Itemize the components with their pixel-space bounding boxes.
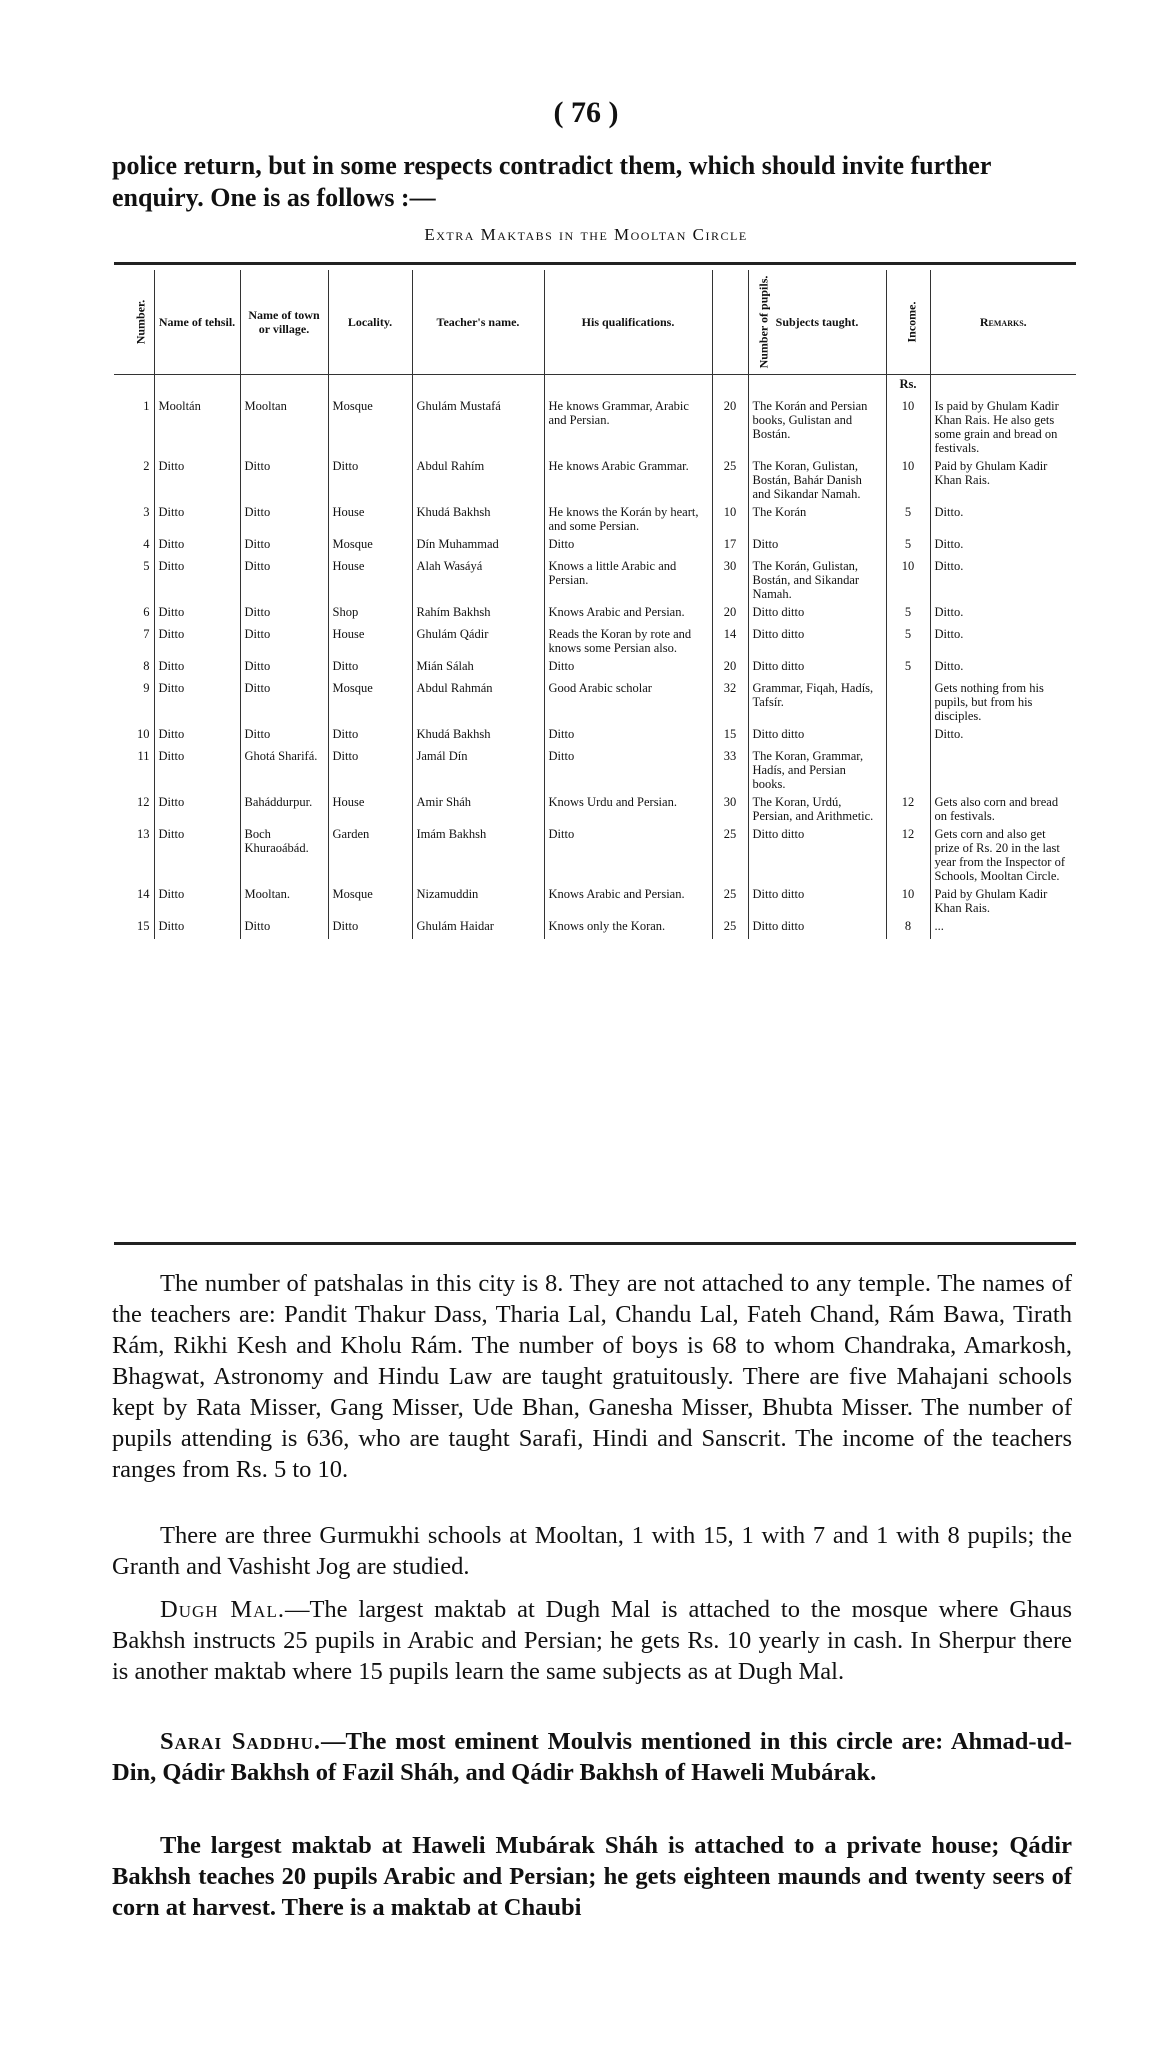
cell-income: 5 xyxy=(886,503,930,535)
col-header-subjects: Subjects taught. xyxy=(748,270,886,375)
cell-qualifications: He knows Arabic Grammar. xyxy=(544,457,712,503)
cell-teacher: Abdul Rahím xyxy=(412,457,544,503)
cell-qualifications: Knows Arabic and Persian. xyxy=(544,885,712,917)
cell-income xyxy=(886,747,930,793)
col-header-remarks: Remarks. xyxy=(930,270,1076,375)
cell-teacher: Nizamuddin xyxy=(412,885,544,917)
cell-locality: Ditto xyxy=(328,747,412,793)
cell-locality: Mosque xyxy=(328,679,412,725)
table-row xyxy=(114,679,1076,725)
cell-income: 5 xyxy=(886,625,930,657)
cell-town: Ditto xyxy=(240,557,328,603)
cell-subjects: Ditto ditto xyxy=(748,917,886,939)
cell-tehsil: Ditto xyxy=(154,603,240,625)
cell-pupils: 25 xyxy=(712,917,748,939)
table-row xyxy=(114,885,1076,917)
table-row xyxy=(114,747,1076,793)
cell-tehsil: Ditto xyxy=(154,679,240,725)
section-lead: Dugh Mal. xyxy=(160,1596,285,1623)
cell-number: 5 xyxy=(143,559,150,573)
cell-pupils: 15 xyxy=(712,725,748,747)
cell-teacher: Abdul Rahmán xyxy=(412,679,544,725)
cell-remarks: ... xyxy=(930,917,1076,939)
cell-town: Baháddurpur. xyxy=(240,793,328,825)
cell-pupils: 33 xyxy=(712,747,748,793)
cell-income: 10 xyxy=(886,457,930,503)
col-header-locality: Locality. xyxy=(328,270,412,375)
cell-locality: Mosque xyxy=(328,885,412,917)
cell-subjects: Ditto ditto xyxy=(748,725,886,747)
table-row xyxy=(114,503,1076,535)
cell-locality: House xyxy=(328,557,412,603)
cell-remarks: Ditto. xyxy=(930,625,1076,657)
cell-pupils: 32 xyxy=(712,679,748,725)
cell-remarks: Gets also corn and bread on festivals. xyxy=(930,793,1076,825)
cell-income: 10 xyxy=(886,885,930,917)
cell-subjects: The Koran, Grammar, Hadís, and Persian books. xyxy=(748,747,886,793)
cell-income: 12 xyxy=(886,825,930,885)
cell-town: Mooltan. xyxy=(240,885,328,917)
cell-town: Ditto xyxy=(240,603,328,625)
cell-number: 10 xyxy=(137,727,150,741)
cell-teacher: Ghulám Qádir xyxy=(412,625,544,657)
cell-locality: Ditto xyxy=(328,657,412,679)
cell-number: 2 xyxy=(143,459,150,473)
cell-pupils: 25 xyxy=(712,825,748,885)
cell-income: 10 xyxy=(886,397,930,457)
cell-remarks: Ditto. xyxy=(930,503,1076,535)
cell-remarks: Paid by Ghulam Kadir Khan Rais. xyxy=(930,885,1076,917)
cell-teacher: Mián Sálah xyxy=(412,657,544,679)
cell-locality: Ditto xyxy=(328,457,412,503)
cell-number: 14 xyxy=(137,887,150,901)
cell-pupils: 17 xyxy=(712,535,748,557)
cell-town: Ditto xyxy=(240,503,328,535)
cell-teacher: Khudá Bakhsh xyxy=(412,725,544,747)
cell-remarks: Ditto. xyxy=(930,657,1076,679)
cell-number: 13 xyxy=(137,827,150,841)
cell-qualifications: Ditto xyxy=(544,657,712,679)
cell-qualifications: Reads the Koran by rote and knows some Persian also. xyxy=(544,625,712,657)
cell-teacher: Dín Muhammad xyxy=(412,535,544,557)
cell-number: 7 xyxy=(143,627,150,641)
cell-subjects: Ditto ditto xyxy=(748,625,886,657)
cell-qualifications: Knows a little Arabic and Persian. xyxy=(544,557,712,603)
table-title: Extra Maktabs in the Mooltan Circle xyxy=(424,225,748,244)
col-header-teacher: Teacher's name. xyxy=(412,270,544,375)
table-row xyxy=(114,397,1076,457)
cell-pupils: 25 xyxy=(712,885,748,917)
cell-tehsil: Ditto xyxy=(154,557,240,603)
paragraph-haweli-mubarak: The largest maktab at Haweli Mubárak Sháh is attached to a private house; Qádir Bakhsh teaches 20 pupils Arabic and Persian; he gets eighteen maunds and twenty seers of corn at harvest. There is a maktab at Chaubi xyxy=(112,1832,1072,1921)
cell-remarks: Gets nothing from his pupils, but from his disciples. xyxy=(930,679,1076,725)
cell-teacher: Imám Bakhsh xyxy=(412,825,544,885)
cell-number: 15 xyxy=(137,919,150,933)
cell-town: Ditto xyxy=(240,917,328,939)
cell-town: Ditto xyxy=(240,535,328,557)
cell-pupils: 20 xyxy=(712,657,748,679)
cell-income: 8 xyxy=(886,917,930,939)
cell-subjects: Ditto ditto xyxy=(748,825,886,885)
cell-remarks: Gets corn and also get prize of Rs. 20 in the last year from the Inspector of Schools, Mooltan Circle. xyxy=(930,825,1076,885)
cell-tehsil: Ditto xyxy=(154,725,240,747)
cell-locality: House xyxy=(328,625,412,657)
cell-number: 1 xyxy=(143,399,150,413)
col-header-town: Name of town or village. xyxy=(240,270,328,375)
cell-tehsil: Ditto xyxy=(154,825,240,885)
cell-income: 5 xyxy=(886,535,930,557)
cell-number: 12 xyxy=(137,795,150,809)
cell-locality: Mosque xyxy=(328,397,412,457)
table-row xyxy=(114,603,1076,625)
cell-pupils: 10 xyxy=(712,503,748,535)
cell-qualifications: Knows Arabic and Persian. xyxy=(544,603,712,625)
cell-qualifications: Ditto xyxy=(544,747,712,793)
cell-income: 12 xyxy=(886,793,930,825)
cell-number: 8 xyxy=(143,659,150,673)
table-header-row xyxy=(114,270,1076,375)
cell-locality: Ditto xyxy=(328,917,412,939)
cell-teacher: Amir Sháh xyxy=(412,793,544,825)
cell-town: Boch Khuraoábád. xyxy=(240,825,328,885)
col-header-pupils: Number of pupils. xyxy=(712,270,748,375)
cell-town: Mooltan xyxy=(240,397,328,457)
cell-subjects: Ditto ditto xyxy=(748,603,886,625)
cell-teacher: Ghulám Haidar xyxy=(412,917,544,939)
intro-text: police return, but in some respects contradict them, which should invite further enquiry. One is as follows :— xyxy=(112,151,991,212)
cell-number: 9 xyxy=(143,681,150,695)
cell-teacher: Jamál Dín xyxy=(412,747,544,793)
cell-qualifications: He knows the Korán by heart, and some Persian. xyxy=(544,503,712,535)
table-row xyxy=(114,725,1076,747)
cell-remarks xyxy=(930,747,1076,793)
col-header-tehsil: Name of tehsil. xyxy=(154,270,240,375)
cell-tehsil: Ditto xyxy=(154,885,240,917)
cell-town: Ditto xyxy=(240,657,328,679)
paragraph-patshalas: The number of patshalas in this city is 8. They are not attached to any temple. The names of the teachers are: Pandit Thakur Dass, Tharia Lal, Chandu Lal, Fateh Chand, Rám Bawa, Tirath Rám, Rikhi Kesh and Kholu Rám. The number of boys is 68 to whom Chandraka, Amarkosh, Bhagwat, Astronomy and Hindu Law are taught gratuitously. There are five Mahajani schools kept by Rata Misser, Gang Misser, Ude Bhan, Ganesha Misser, Bhubta Misser. The number of pupils attending is 636, who are taught Sarafi, Hindi and Sanscrit. The income of the teachers ranges from Rs. 5 to 10. xyxy=(112,1270,1072,1483)
cell-subjects: Ditto ditto xyxy=(748,657,886,679)
cell-teacher: Ghulám Mustafá xyxy=(412,397,544,457)
cell-locality: Mosque xyxy=(328,535,412,557)
page-number: ( 76 ) xyxy=(553,96,619,129)
table-row xyxy=(114,793,1076,825)
cell-number: 4 xyxy=(143,537,150,551)
cell-locality: Garden xyxy=(328,825,412,885)
cell-pupils: 14 xyxy=(712,625,748,657)
col-header-number: Number. xyxy=(114,270,154,375)
cell-tehsil: Mooltán xyxy=(154,397,240,457)
cell-qualifications: Good Arabic scholar xyxy=(544,679,712,725)
cell-remarks: Ditto. xyxy=(930,535,1076,557)
cell-income: 5 xyxy=(886,657,930,679)
cell-subjects: The Korán, Gulistan, Bostán, and Sikandar Namah. xyxy=(748,557,886,603)
cell-tehsil: Ditto xyxy=(154,625,240,657)
cell-tehsil: Ditto xyxy=(154,503,240,535)
income-unit-row xyxy=(114,375,1076,398)
cell-locality: House xyxy=(328,503,412,535)
income-unit: Rs. xyxy=(886,375,930,398)
table-row xyxy=(114,657,1076,679)
cell-subjects: The Koran, Urdú, Persian, and Arithmetic. xyxy=(748,793,886,825)
cell-subjects: Grammar, Fiqah, Hadís, Tafsír. xyxy=(748,679,886,725)
cell-remarks: Paid by Ghulam Kadir Khan Rais. xyxy=(930,457,1076,503)
cell-tehsil: Ditto xyxy=(154,457,240,503)
cell-qualifications: Knows Urdu and Persian. xyxy=(544,793,712,825)
cell-qualifications: Ditto xyxy=(544,825,712,885)
maktabs-table xyxy=(114,270,1076,939)
paragraph-gurmukhi: There are three Gurmukhi schools at Mooltan, 1 with 15, 1 with 7 and 1 with 8 pupils; the Granth and Vashisht Jog are studied. xyxy=(112,1522,1072,1580)
cell-tehsil: Ditto xyxy=(154,917,240,939)
cell-locality: Ditto xyxy=(328,725,412,747)
cell-teacher: Khudá Bakhsh xyxy=(412,503,544,535)
cell-locality: Shop xyxy=(328,603,412,625)
cell-income xyxy=(886,679,930,725)
cell-subjects: Ditto xyxy=(748,535,886,557)
cell-town: Ghotá Sharifá. xyxy=(240,747,328,793)
cell-town: Ditto xyxy=(240,625,328,657)
table-row xyxy=(114,557,1076,603)
paragraph-sarai-saddhu: Sarai Saddhu.—The most eminent Moulvis mentioned in this circle are: Ahmad-ud-Din, Qádir Bakhsh of Fazil Sháh, and Qádir Bakhsh of Haweli Mubárak. xyxy=(112,1728,1073,1786)
cell-subjects: The Korán xyxy=(748,503,886,535)
cell-number: 3 xyxy=(143,505,150,519)
cell-income: 10 xyxy=(886,557,930,603)
table-bottom-rule xyxy=(114,1242,1076,1245)
table-row xyxy=(114,535,1076,557)
cell-qualifications: Ditto xyxy=(544,725,712,747)
cell-qualifications: Ditto xyxy=(544,535,712,557)
cell-subjects: Ditto ditto xyxy=(748,885,886,917)
table-row xyxy=(114,917,1076,939)
table-row xyxy=(114,825,1076,885)
cell-pupils: 30 xyxy=(712,793,748,825)
cell-teacher: Rahím Bakhsh xyxy=(412,603,544,625)
cell-tehsil: Ditto xyxy=(154,535,240,557)
table-row xyxy=(114,457,1076,503)
cell-number: 6 xyxy=(143,605,150,619)
cell-tehsil: Ditto xyxy=(154,657,240,679)
cell-remarks: Ditto. xyxy=(930,557,1076,603)
cell-qualifications: Knows only the Koran. xyxy=(544,917,712,939)
cell-pupils: 20 xyxy=(712,603,748,625)
table-top-rule xyxy=(114,262,1076,265)
cell-tehsil: Ditto xyxy=(154,793,240,825)
paragraph-dugh-mal: Dugh Mal.—The largest maktab at Dugh Mal is attached to the mosque where Ghaus Bakhsh instructs 25 pupils in Arabic and Persian; he gets Rs. 10 yearly in cash. In Sherpur there is another maktab where 15 pupils learn the same subjects as at Dugh Mal. xyxy=(112,1596,1072,1685)
cell-number: 11 xyxy=(137,749,150,763)
cell-pupils: 30 xyxy=(712,557,748,603)
cell-pupils: 20 xyxy=(712,397,748,457)
cell-remarks: Ditto. xyxy=(930,725,1076,747)
cell-town: Ditto xyxy=(240,679,328,725)
cell-tehsil: Ditto xyxy=(154,747,240,793)
cell-income xyxy=(886,725,930,747)
cell-remarks: Ditto. xyxy=(930,603,1076,625)
cell-pupils: 25 xyxy=(712,457,748,503)
cell-teacher: Alah Wasáyá xyxy=(412,557,544,603)
section-lead: Sarai Saddhu. xyxy=(160,1728,321,1755)
table-row xyxy=(114,625,1076,657)
cell-qualifications: He knows Grammar, Arabic and Persian. xyxy=(544,397,712,457)
cell-town: Ditto xyxy=(240,725,328,747)
cell-subjects: The Koran, Gulistan, Bostán, Bahár Danish and Sikandar Namah. xyxy=(748,457,886,503)
cell-subjects: The Korán and Persian books, Gulistan and Bostán. xyxy=(748,397,886,457)
cell-income: 5 xyxy=(886,603,930,625)
cell-town: Ditto xyxy=(240,457,328,503)
col-header-income: Income. xyxy=(886,270,930,375)
cell-remarks: Is paid by Ghulam Kadir Khan Rais. He also gets some grain and bread on festivals. xyxy=(930,397,1076,457)
col-header-qualifications: His qualifications. xyxy=(544,270,712,375)
cell-locality: House xyxy=(328,793,412,825)
